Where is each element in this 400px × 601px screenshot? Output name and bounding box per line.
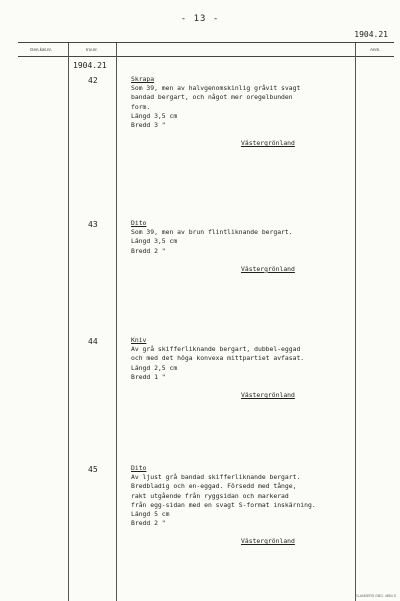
header-inv-nr: Inv.nr.: [86, 47, 98, 52]
entry-title: Kniv: [131, 336, 147, 344]
entry-line: Av ljust grå bandad skifferliknande bergart.: [131, 473, 301, 482]
entry-place: Västergrönland: [241, 139, 295, 148]
entry-line: Längd 2,5 cm: [131, 363, 178, 372]
header-anm: Anm.: [370, 47, 381, 52]
entry-title: Dito: [131, 219, 147, 227]
entry-place: Västergrönland: [241, 537, 295, 546]
column-divider-3: [355, 43, 356, 601]
printer-imprint: ELANDERS GBG. 4854 S: [355, 594, 396, 598]
entry-line: och med det höga konvexa mittpartiet avfasat.: [131, 354, 305, 363]
entry-line: Längd 3,5 cm: [131, 237, 178, 246]
catalog-entry: [131, 75, 300, 148]
entry-line: Bredd 2 ": [131, 246, 166, 255]
entry-title: Dito: [131, 464, 147, 472]
catalog-number-top: 1904.21: [354, 30, 388, 39]
entry-line: från egg-sidan med en svagt S-format inskärning.: [131, 500, 316, 509]
entry-number: 45: [88, 465, 98, 474]
entry-line: Bredbladig och en-eggad. Försedd med tånge,: [131, 482, 297, 491]
catalog-entry: [131, 219, 295, 274]
entry-line: Av grå skifferliknande bergart, dubbel-eggad: [131, 345, 301, 354]
catalog-entry: [131, 464, 316, 547]
entry-place: Västergrönland: [241, 391, 295, 400]
entry-line: Bredd 1 ": [131, 372, 166, 381]
catalog-number-left: 1904.21: [73, 61, 107, 70]
entry-line: form.: [131, 102, 151, 111]
entry-line: Längd 3,5 cm: [131, 111, 178, 120]
header-rule-top: [18, 42, 394, 43]
entry-line: rakt utgående från ryggsidan och markerad: [131, 491, 289, 500]
entry-line: Bredd 2 ": [131, 519, 166, 528]
entry-number: 44: [88, 337, 98, 346]
entry-line: Bredd 3 ": [131, 121, 166, 130]
column-divider-2: [116, 43, 117, 601]
entry-number: 42: [88, 76, 98, 85]
catalog-entry: [131, 336, 304, 400]
entry-title: Skrapa: [131, 75, 155, 83]
entry-line: Som 39, men av brun flintliknande bergart.: [131, 228, 293, 237]
entry-line: Som 39, men av halvgenomskinlig gråvit svagt: [131, 84, 301, 93]
column-divider-1: [68, 43, 69, 601]
entry-line: bandad bergart, och något mer oregelbunden: [131, 93, 293, 102]
entry-place: Västergrönland: [241, 264, 295, 273]
entry-line: Längd 5 cm: [131, 510, 170, 519]
page-number: - 13 -: [180, 14, 220, 24]
header-gen-kat-nr: Gen.kat.nr.: [30, 47, 53, 52]
entry-number: 43: [88, 220, 98, 229]
header-rule-bottom: [18, 56, 394, 57]
